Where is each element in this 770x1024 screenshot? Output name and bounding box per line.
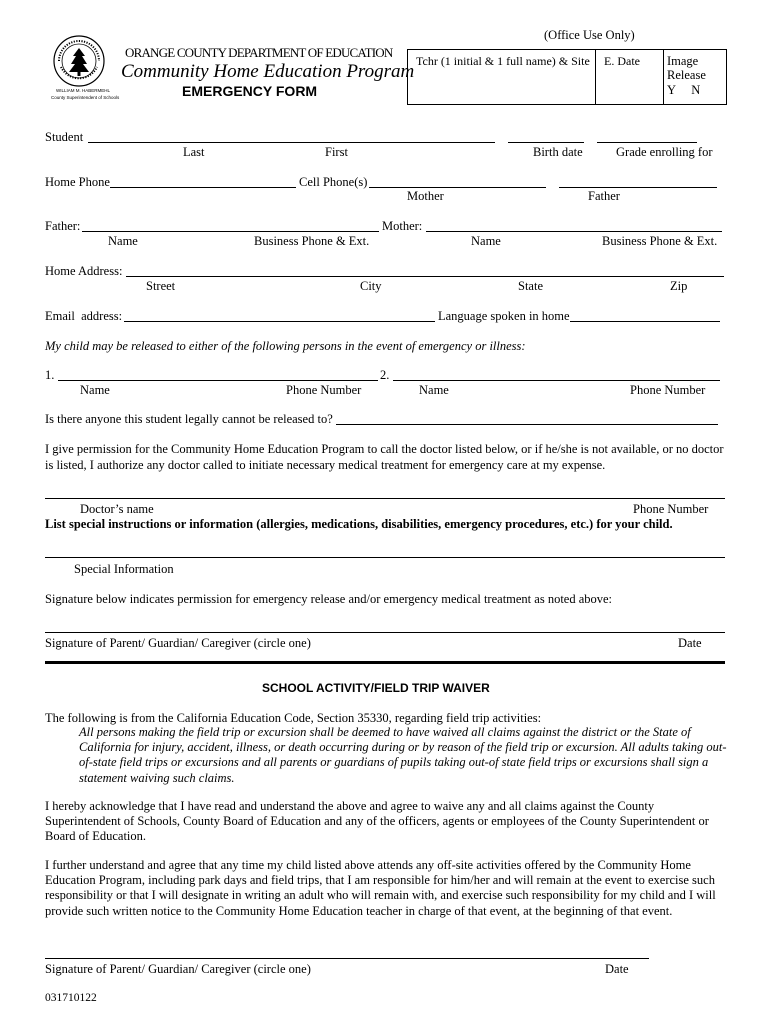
cell-phone-father-field[interactable] xyxy=(559,187,717,188)
language-label: Language spoken in home xyxy=(438,309,570,323)
father-label: Father: xyxy=(45,219,81,233)
zip-caption: Zip xyxy=(670,279,688,293)
student-name-field[interactable] xyxy=(88,142,495,143)
doctor-field[interactable] xyxy=(45,498,725,499)
office-use-label: (Office Use Only) xyxy=(544,28,635,42)
office-cell-image-release xyxy=(664,50,726,104)
office-cell-edate-label: E. Date xyxy=(604,54,640,68)
cell-phones-label: Cell Phone(s) xyxy=(299,175,368,189)
home-address-label: Home Address: xyxy=(45,264,123,278)
waiver-title: SCHOOL ACTIVITY/FIELD TRIP WAIVER xyxy=(262,681,490,695)
first-caption: First xyxy=(325,145,348,159)
county-seal xyxy=(52,34,106,88)
seal-caption-name: WILLIAM M. HABERMEHL xyxy=(56,88,111,93)
father-info-field[interactable] xyxy=(82,231,379,232)
signature-note: Signature below indicates permission for emergency release and/or emergency medical treatment as noted above: xyxy=(45,592,613,606)
cell-phone-mother-field[interactable] xyxy=(369,187,546,188)
doctors-name-caption: Doctor’s name xyxy=(80,502,154,516)
office-cell-tchr xyxy=(408,50,596,104)
mother-label: Mother: xyxy=(382,219,423,233)
last-caption: Last xyxy=(183,145,205,159)
office-use-table xyxy=(407,49,727,105)
street-caption: Street xyxy=(146,279,176,293)
program-name: Community Home Education Program xyxy=(121,61,415,82)
legally-cannot-label: Is there anyone this student legally cannot be released to? xyxy=(45,412,333,426)
mother-info-field[interactable] xyxy=(426,231,722,232)
email-label: Email address: xyxy=(45,309,123,323)
release-1-phone-caption: Phone Number xyxy=(286,383,362,397)
medical-date-caption: Date xyxy=(678,636,702,650)
seal-caption-title: County Superintendent of Schools xyxy=(51,95,120,100)
release-person-1-field[interactable] xyxy=(58,380,378,381)
mother-business-phone-caption: Business Phone & Ext. xyxy=(602,234,718,248)
home-phone-label: Home Phone xyxy=(45,175,110,189)
medical-signature-field[interactable] xyxy=(45,632,725,633)
code-text: All persons making the field trip or excursion shall be deemed to have waived all claims against the district or the State of California for injury, accident, illness, or death occurring during or by reason of the field trip or excursion. All adults taking out-of-state field trips or excursions and all parents or guardians of pupils taking out-of state field trips or excursions shall sign a statement waiving such claims. xyxy=(79,725,727,785)
waiver-date-caption: Date xyxy=(605,962,629,976)
medical-permission-text: I give permission for the Community Home Education Program to call the doctor listed below, or if he/she is not available, or no doctor is listed, I authorize any doctor called to initiate necessary medical treatment for emergency care at my expense. xyxy=(45,442,724,472)
mother-name-caption: Name xyxy=(471,234,501,248)
birth-date-caption: Birth date xyxy=(533,145,583,159)
release-2-name-caption: Name xyxy=(419,383,449,397)
image-release-line2: Release xyxy=(667,68,706,82)
office-cell-edate xyxy=(596,50,664,104)
legally-cannot-field[interactable] xyxy=(336,424,718,425)
waiver-signature-caption: Signature of Parent/ Guardian/ Caregiver (circle one) xyxy=(45,962,311,976)
home-address-field[interactable] xyxy=(126,276,724,277)
acknowledge-text: I hereby acknowledge that I have read and understand the above and agree to waive any and all claims against the County Superintendent of Schools, County Board of Education and any of the officers, agents or employees of the County Superintendent or Board of Education. xyxy=(45,799,709,844)
special-information-field[interactable] xyxy=(45,557,725,558)
home-phone-field[interactable] xyxy=(110,187,296,188)
release-intro: My child may be released to either of the following persons in the event of emergency or illness: xyxy=(45,339,526,353)
waiver-signature-field[interactable] xyxy=(45,958,649,959)
form-title: EMERGENCY FORM xyxy=(182,83,318,99)
seal-graphic xyxy=(52,34,106,88)
department-name: ORANGE COUNTY DEPARTMENT OF EDUCATION xyxy=(125,45,393,60)
release-2-phone-caption: Phone Number xyxy=(630,383,706,397)
father-name-caption: Name xyxy=(108,234,138,248)
birth-date-field[interactable] xyxy=(508,142,584,143)
city-caption: City xyxy=(360,279,382,293)
form-code: 031710122 xyxy=(45,992,97,1004)
office-cell-tchr-label: Tchr (1 initial & 1 full name) & Site xyxy=(416,54,590,68)
special-information-caption: Special Information xyxy=(74,562,174,576)
father-caption: Father xyxy=(588,189,620,203)
grade-caption: Grade enrolling for xyxy=(616,145,713,159)
grade-field[interactable] xyxy=(597,142,697,143)
code-intro: The following is from the California Education Code, Section 35330, regarding field trip activities: xyxy=(45,711,542,725)
student-label: Student xyxy=(45,130,84,144)
release-1-name-caption: Name xyxy=(80,383,110,397)
release-2-label: 2. xyxy=(380,368,390,382)
image-release-line1: Image xyxy=(667,54,699,68)
email-field[interactable] xyxy=(124,321,435,322)
mother-caption: Mother xyxy=(407,189,444,203)
medical-signature-caption: Signature of Parent/ Guardian/ Caregiver (circle one) xyxy=(45,636,311,650)
release-1-label: 1. xyxy=(45,368,55,382)
image-release-line3: Y N xyxy=(667,83,701,97)
special-instructions-heading: List special instructions or information (allergies, medications, disabilities, emergency procedures, etc.) for your child. xyxy=(45,517,673,531)
release-person-2-field[interactable] xyxy=(393,380,720,381)
state-caption: State xyxy=(518,279,543,293)
understand-text: I further understand and agree that any time my child listed above attends any off-site activities offered by the Community Home Education Program, including park days and field trips, that I am responsible for him/her and will remain at the event to exercise such responsibility or that I will designate in writing an adult who will remain with, and exercise such responsibility for my child and I will provide such written notice to the Community Home Education teacher in charge of that event, at the beginning of that event. xyxy=(45,858,716,918)
doctor-phone-caption: Phone Number xyxy=(633,502,709,516)
section-divider xyxy=(45,661,725,664)
language-field[interactable] xyxy=(570,321,720,322)
father-business-phone-caption: Business Phone & Ext. xyxy=(254,234,370,248)
